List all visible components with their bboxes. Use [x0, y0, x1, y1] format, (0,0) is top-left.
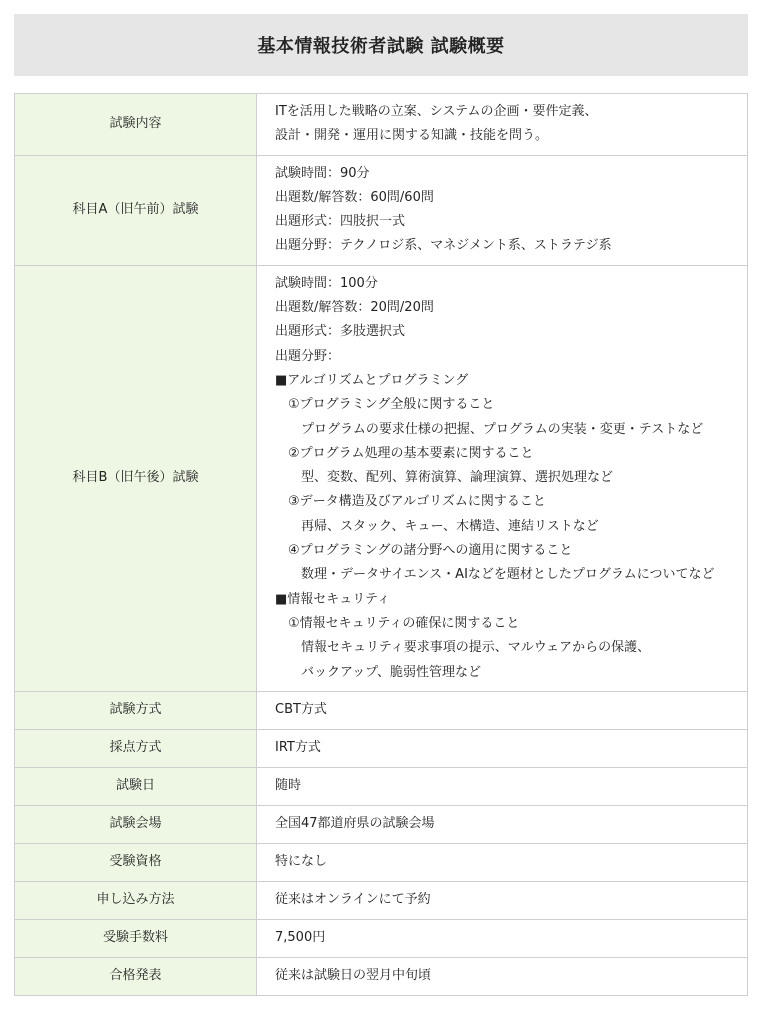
value-line: 設計・開発・運用に関する知識・技能を問う。: [275, 128, 549, 144]
table-row-subject-a: [15, 155, 748, 265]
title-bar: [14, 14, 748, 76]
row-value: 7,500円: [257, 919, 748, 957]
row-label: 試験内容: [15, 94, 257, 156]
table-row-exam-fee: [15, 919, 748, 957]
topic-detail: バックアップ、脆弱性管理など: [301, 664, 482, 680]
row-value: 特になし: [257, 843, 748, 881]
value-line: 出題分野：テクノロジ系、マネジメント系、ストラテジ系: [275, 238, 612, 254]
value-line: ITを活用した戦略の立案、システムの企画・要件定義、: [275, 104, 598, 119]
row-value: 随時: [257, 767, 748, 805]
row-label: 科目A（旧午前）試験: [15, 155, 257, 265]
topic-item: ①情報セキュリティの確保に関すること: [288, 615, 520, 631]
value-line: 出題数/解答数：60問/60問: [275, 189, 434, 205]
table-row-exam-venue: [15, 805, 748, 843]
table-row-results-announcement: [15, 957, 748, 995]
topic-item: ④プログラミングの諸分野への適用に関すること: [288, 543, 573, 559]
row-label: 試験日: [15, 767, 257, 805]
value-line: 出題形式：多肢選択式: [275, 324, 406, 340]
row-label: 受験手数料: [15, 919, 257, 957]
row-label: 科目B（旧午後）試験: [15, 265, 257, 691]
topic-item: ①プログラミング全般に関すること: [288, 397, 495, 413]
row-label: 採点方式: [15, 729, 257, 767]
value-line: 出題形式：四肢択一式: [275, 214, 406, 230]
table-row-subject-b: [15, 265, 748, 691]
row-value: CBT方式: [257, 691, 748, 729]
topic-detail: プログラムの要求仕様の把握、プログラムの実装・変更・テストなど: [301, 421, 704, 437]
table-row-exam-date: [15, 767, 748, 805]
table-row-scoring-method: [15, 729, 748, 767]
table-row-exam-method: [15, 691, 748, 729]
table-row-exam-content: [15, 94, 748, 156]
section-heading: ■情報セキュリティ: [275, 591, 390, 607]
exam-summary-table: [14, 93, 748, 996]
row-value: 全国47都道府県の試験会場: [257, 805, 748, 843]
row-label: 申し込み方法: [15, 881, 257, 919]
row-value: [257, 155, 748, 265]
row-label: 受験資格: [15, 843, 257, 881]
value-line: 試験時間：90分: [275, 165, 370, 181]
row-value: [257, 265, 748, 691]
row-value: [257, 94, 748, 156]
row-value: IRT方式: [257, 729, 748, 767]
table-row-application-method: [15, 881, 748, 919]
topic-item: ③データ構造及びアルゴリズムに関すること: [288, 494, 546, 510]
row-label: 試験方式: [15, 691, 257, 729]
value-line: 出題分野：: [275, 348, 341, 364]
row-value: 従来は試験日の翌月中旬頃: [257, 957, 748, 995]
row-label: 合格発表: [15, 957, 257, 995]
topic-detail: 型、変数、配列、算術演算、論理演算、選択処理など: [301, 470, 614, 486]
value-line: 出題数/解答数：20問/20問: [275, 300, 434, 316]
topic-detail: 情報セキュリティ要求事項の提示、マルウェアからの保護、: [301, 640, 651, 656]
row-value: 従来はオンラインにて予約: [257, 881, 748, 919]
topic-detail: 再帰、スタック、キュー、木構造、連結リストなど: [301, 518, 599, 534]
table-row-eligibility: [15, 843, 748, 881]
row-label: 試験会場: [15, 805, 257, 843]
page-title: 基本情報技術者試験 試験概要: [257, 36, 505, 57]
section-heading: ■アルゴリズムとプログラミング: [275, 372, 469, 388]
value-line: 試験時間：100分: [275, 275, 378, 291]
topic-detail: 数理・データサイエンス・AIなどを題材としたプログラムについてなど: [301, 567, 715, 583]
topic-item: ②プログラム処理の基本要素に関すること: [288, 445, 534, 461]
